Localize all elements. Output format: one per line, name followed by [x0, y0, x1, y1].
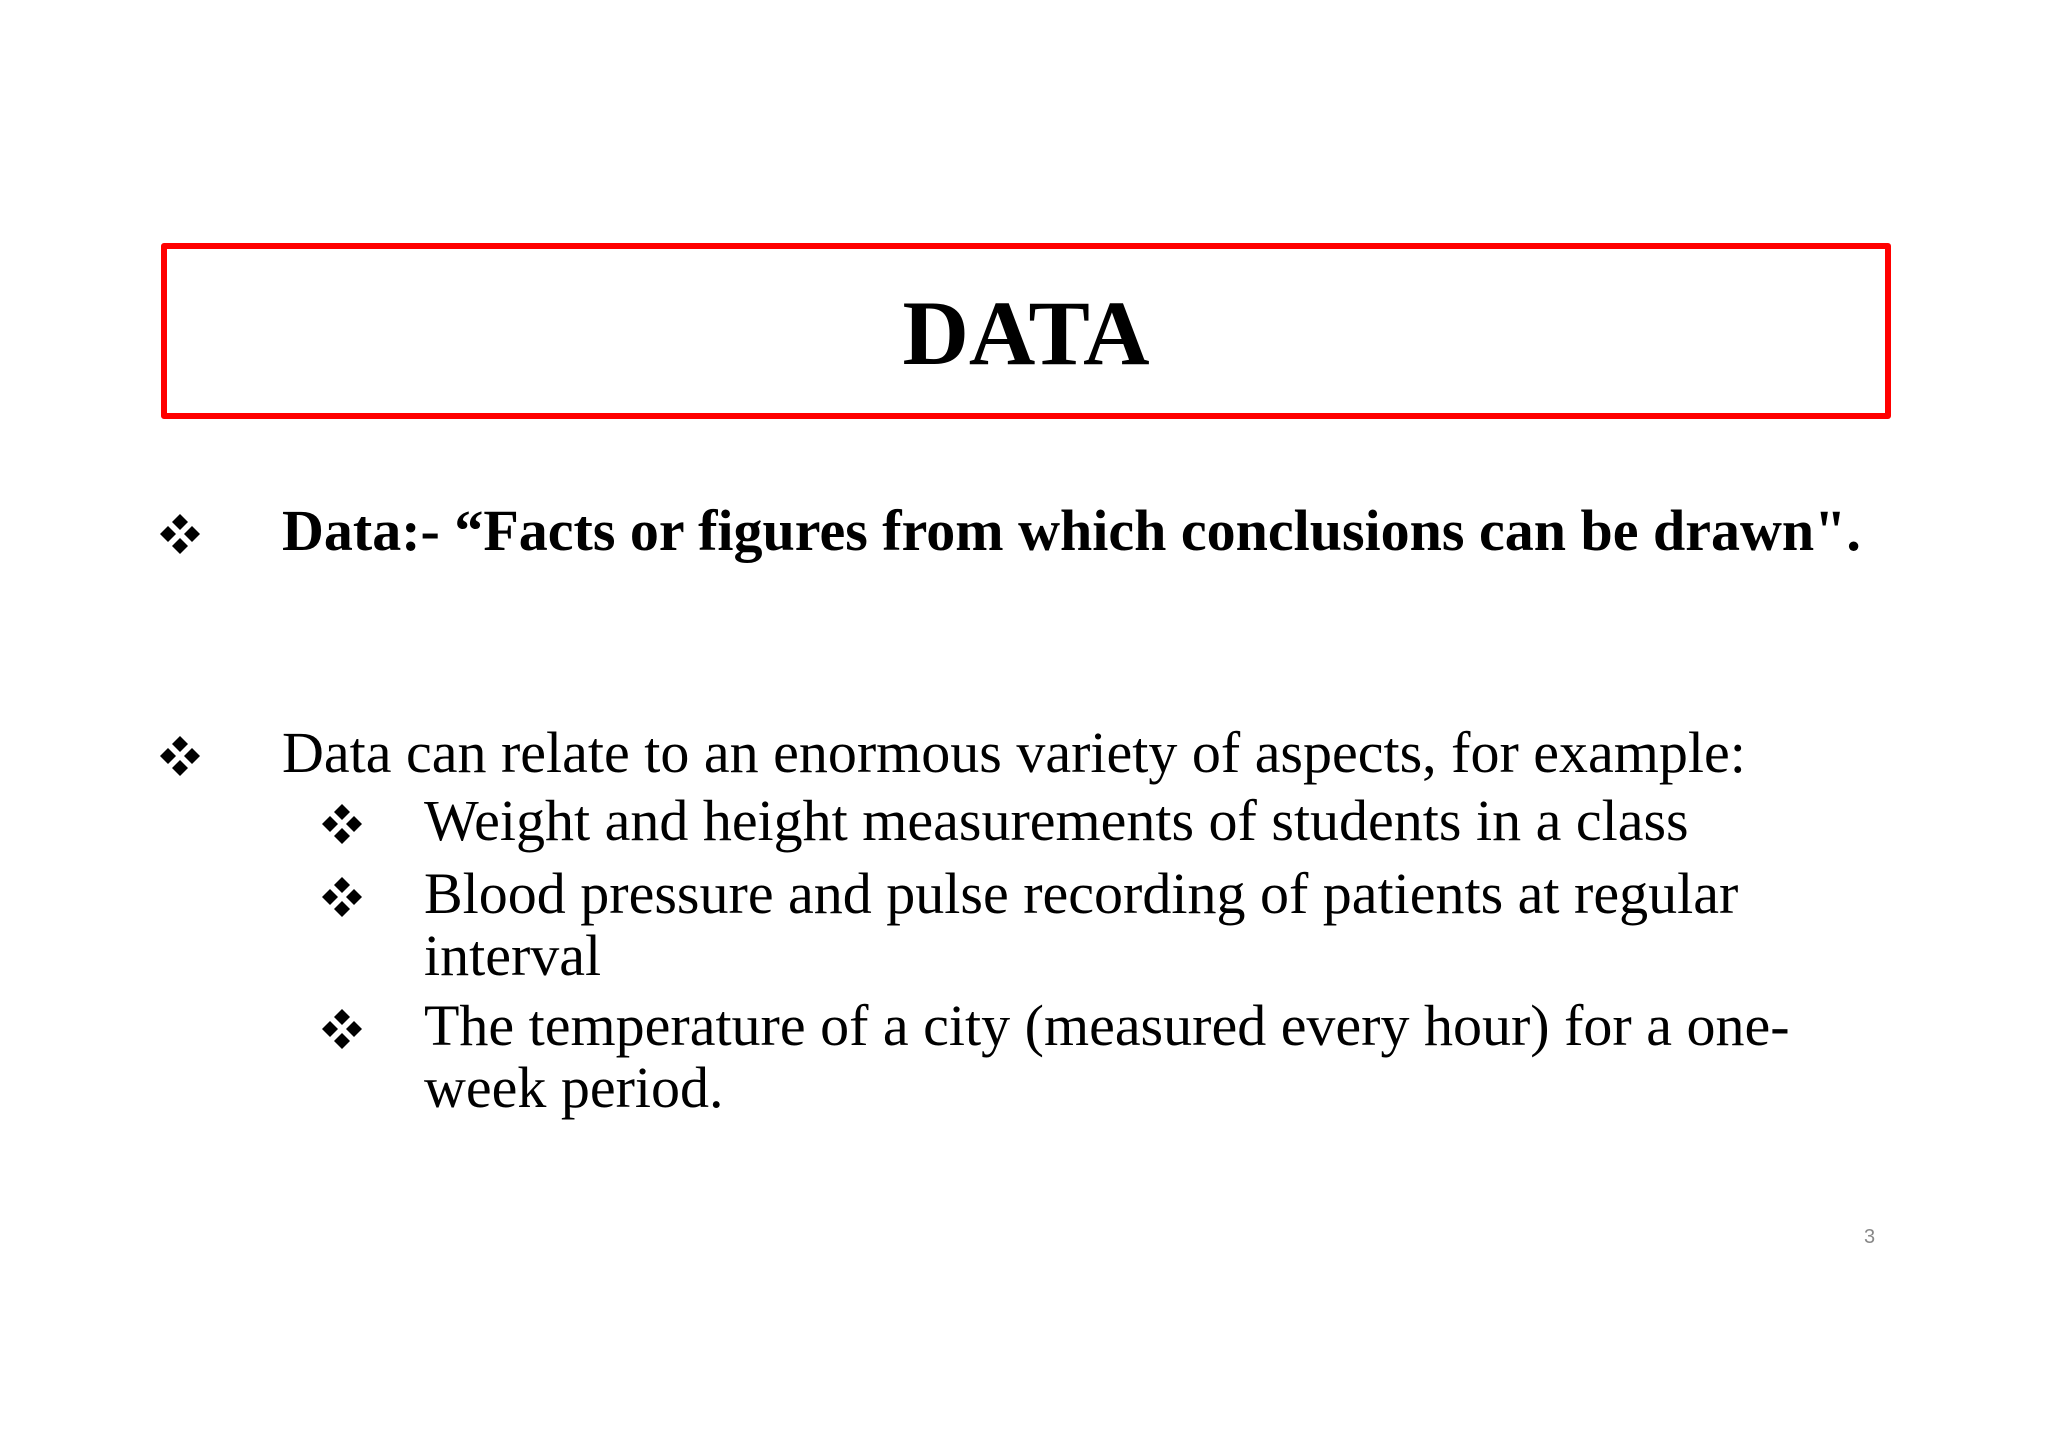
example-item: [320, 995, 1920, 1119]
four-diamond-bullet-icon: [320, 1007, 364, 1051]
four-diamond-bullet-icon: [158, 512, 202, 556]
example-item: [320, 863, 1920, 987]
example-item: [320, 790, 1920, 852]
example-text: Weight and height measurements of students in a class: [424, 788, 1689, 853]
bullet-intro: [158, 722, 1918, 784]
example-text: The temperature of a city (measured every hour) for a one-week period.: [424, 993, 1790, 1120]
page-number: 3: [1864, 1226, 1876, 1248]
slide-title: DATA: [902, 282, 1150, 384]
four-diamond-bullet-icon: [320, 802, 364, 846]
bullet-definition: [158, 500, 1918, 562]
intro-text: Data can relate to an enormous variety of aspects, for example:: [282, 720, 1746, 785]
four-diamond-bullet-icon: [320, 875, 364, 919]
title-box: [161, 243, 1891, 419]
example-text: Blood pressure and pulse recording of patients at regular interval: [424, 861, 1739, 988]
four-diamond-bullet-icon: [158, 734, 202, 778]
definition-text: Data:- “Facts or figures from which conclusions can be drawn".: [282, 498, 1861, 563]
